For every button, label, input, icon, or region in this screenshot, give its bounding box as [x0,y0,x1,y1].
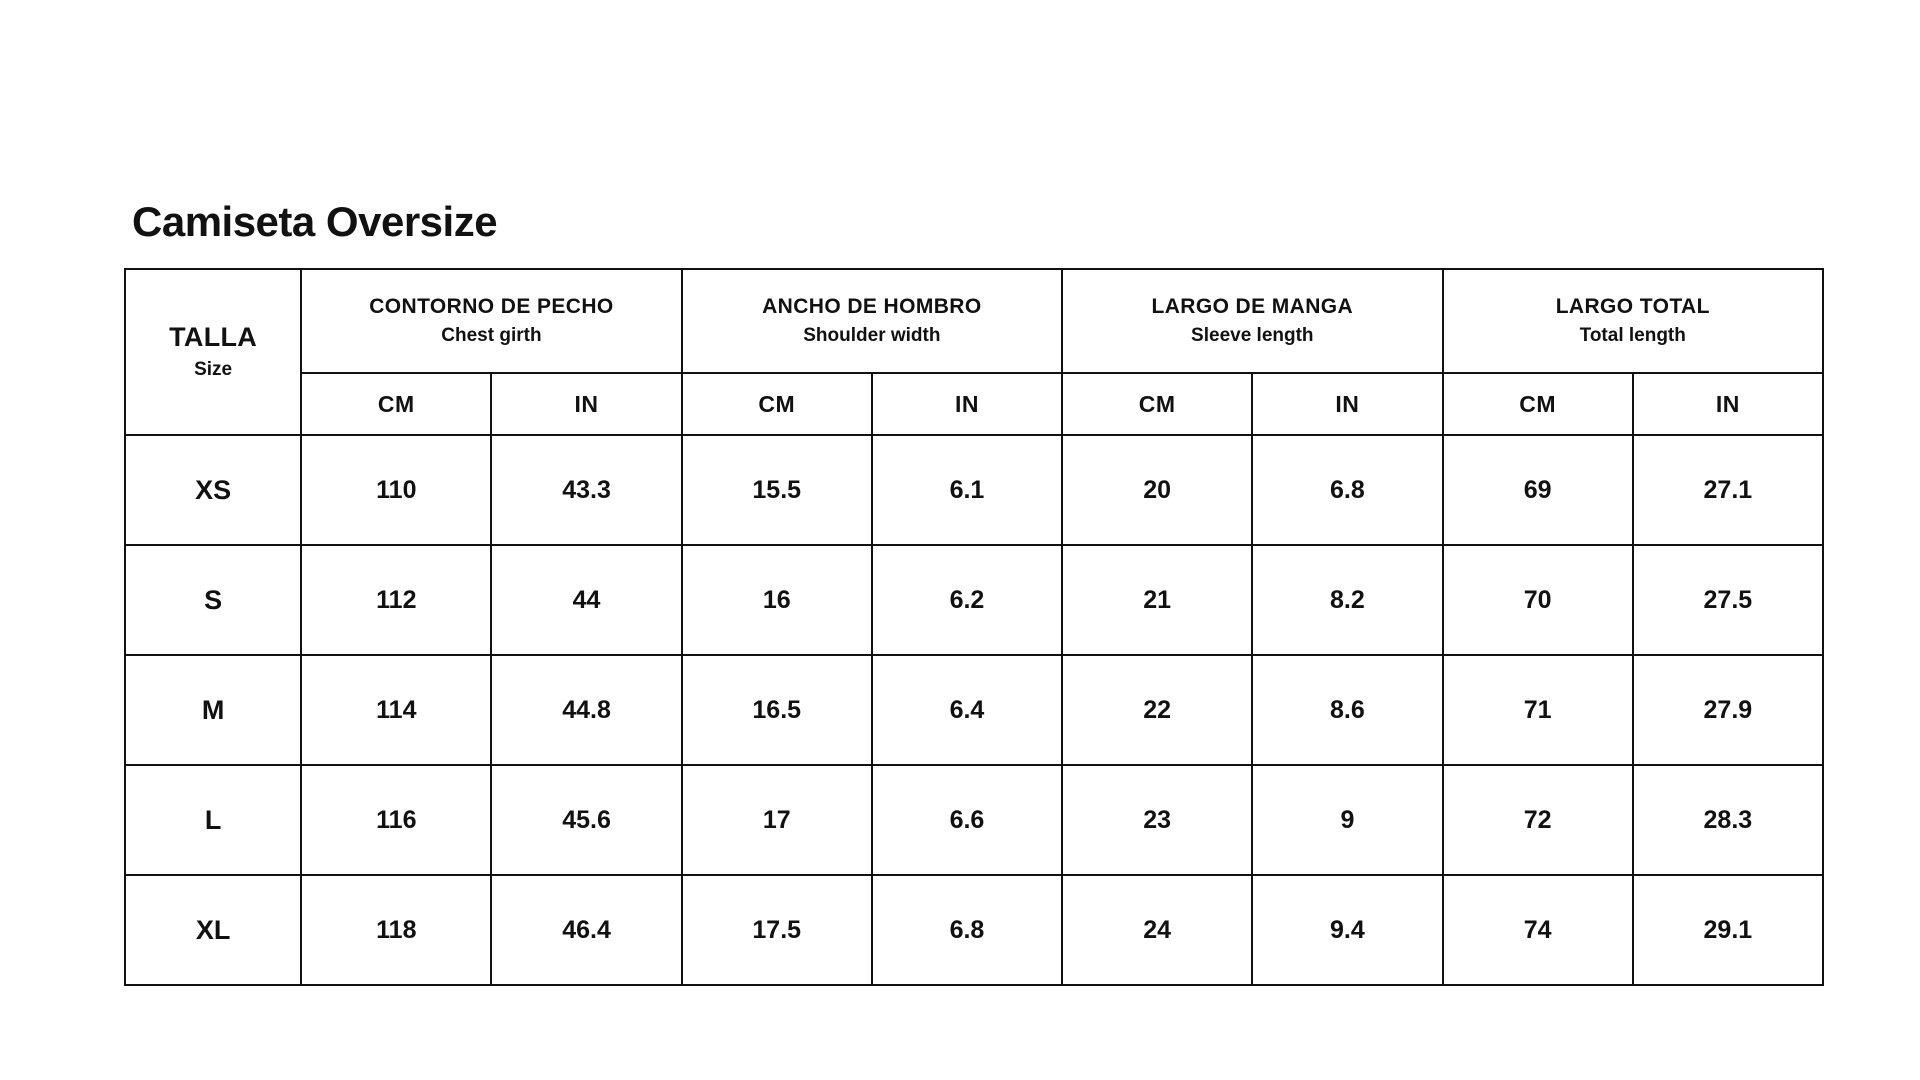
cell-xs-shoulder-in: 6.1 [872,435,1062,545]
cell-m-chest-in: 44.8 [491,655,681,765]
row-size-xs: XS [125,435,301,545]
cell-xs-sleeve-in: 6.8 [1252,435,1442,545]
cell-xl-total-cm: 74 [1443,875,1633,985]
cell-l-shoulder-in: 6.6 [872,765,1062,875]
header-group-sleeve [1062,269,1442,373]
header-size [125,269,301,435]
table-row [125,435,1823,545]
cell-l-shoulder-cm: 17 [682,765,872,875]
cell-s-sleeve-cm: 21 [1062,545,1252,655]
header-group-total-es: LARGO TOTAL [1555,294,1710,318]
header-group-sleeve-es: LARGO DE MANGA [1151,294,1354,318]
cell-xs-sleeve-cm: 20 [1062,435,1252,545]
header-group-chest [301,269,681,373]
cell-xs-chest-in: 43.3 [491,435,681,545]
page-title: Camiseta Oversize [132,198,498,245]
row-size-m: M [125,655,301,765]
cell-m-total-in: 27.9 [1633,655,1823,765]
table-row [125,655,1823,765]
cell-m-shoulder-cm: 16.5 [682,655,872,765]
header-row-groups [125,269,1823,373]
header-unit-chest-in: IN [491,373,681,435]
header-group-sleeve-en: Sleeve length [1191,324,1314,346]
cell-xl-chest-cm: 118 [301,875,491,985]
row-size-l: L [125,765,301,875]
header-unit-sleeve-in: IN [1252,373,1442,435]
header-unit-chest-cm: CM [301,373,491,435]
cell-m-sleeve-cm: 22 [1062,655,1252,765]
cell-xl-sleeve-cm: 24 [1062,875,1252,985]
cell-m-total-cm: 71 [1443,655,1633,765]
table-header [125,269,1823,435]
header-group-chest-es: CONTORNO DE PECHO [369,294,614,318]
size-table-container [124,268,1824,986]
cell-s-total-in: 27.5 [1633,545,1823,655]
cell-m-shoulder-in: 6.4 [872,655,1062,765]
table-row [125,545,1823,655]
table-row [125,875,1823,985]
cell-l-chest-cm: 116 [301,765,491,875]
header-group-total-en: Total length [1579,324,1686,346]
row-size-xl: XL [125,875,301,985]
cell-l-total-cm: 72 [1443,765,1633,875]
cell-s-shoulder-in: 6.2 [872,545,1062,655]
cell-xs-total-cm: 69 [1443,435,1633,545]
cell-l-sleeve-in: 9 [1252,765,1442,875]
cell-xl-shoulder-cm: 17.5 [682,875,872,985]
header-group-shoulder-en: Shoulder width [803,324,941,346]
cell-l-chest-in: 45.6 [491,765,681,875]
size-table [124,268,1824,986]
header-unit-sleeve-cm: CM [1062,373,1252,435]
cell-s-chest-cm: 112 [301,545,491,655]
header-unit-total-in: IN [1633,373,1823,435]
header-row-units [125,373,1823,435]
cell-s-sleeve-in: 8.2 [1252,545,1442,655]
cell-l-total-in: 28.3 [1633,765,1823,875]
header-unit-shoulder-in: IN [872,373,1062,435]
cell-s-total-cm: 70 [1443,545,1633,655]
table-row [125,765,1823,875]
cell-m-sleeve-in: 8.6 [1252,655,1442,765]
header-group-shoulder-es: ANCHO DE HOMBRO [762,294,982,318]
cell-xs-total-in: 27.1 [1633,435,1823,545]
cell-xl-sleeve-in: 9.4 [1252,875,1442,985]
cell-s-shoulder-cm: 16 [682,545,872,655]
table-body [125,435,1823,985]
header-unit-total-cm: CM [1443,373,1633,435]
header-group-total [1443,269,1823,373]
cell-xl-total-in: 29.1 [1633,875,1823,985]
cell-l-sleeve-cm: 23 [1062,765,1252,875]
cell-xs-chest-cm: 110 [301,435,491,545]
cell-xl-chest-in: 46.4 [491,875,681,985]
cell-m-chest-cm: 114 [301,655,491,765]
header-size-en: Size [194,358,233,380]
cell-xs-shoulder-cm: 15.5 [682,435,872,545]
header-unit-shoulder-cm: CM [682,373,872,435]
row-size-s: S [125,545,301,655]
cell-xl-shoulder-in: 6.8 [872,875,1062,985]
header-group-shoulder [682,269,1062,373]
header-group-chest-en: Chest girth [441,324,542,346]
header-size-es: TALLA [169,322,258,353]
cell-s-chest-in: 44 [491,545,681,655]
